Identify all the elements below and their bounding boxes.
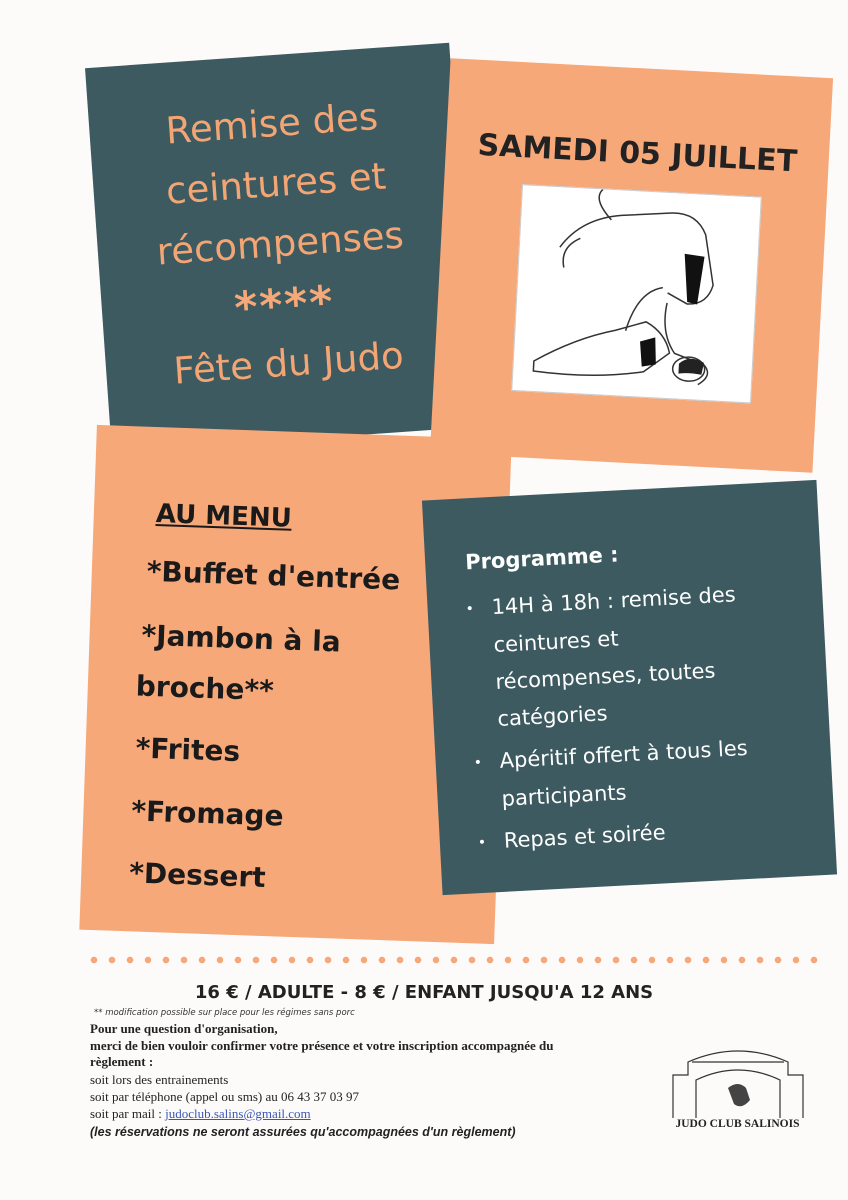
diet-note: ** modification possible sur place pour les régimes sans porc xyxy=(94,1008,355,1018)
org-line-2: merci de bien vouloir confirmer votre présence et votre inscription accompagnée du xyxy=(90,1038,554,1053)
menu-item: *Dessert xyxy=(128,856,267,895)
contact-phone: soit par téléphone (appel ou sms) au 06 43 37 03 97 xyxy=(90,1089,359,1104)
programme-item: • Repas et soirée xyxy=(477,807,809,862)
menu-item: *Buffet d'entrée xyxy=(146,554,401,597)
title-line-5: Fête du Judo xyxy=(172,333,405,393)
judokas-icon xyxy=(512,185,760,402)
club-logo-icon xyxy=(668,1040,808,1120)
menu-item: *Frites xyxy=(135,731,241,769)
programme-box xyxy=(422,480,837,895)
menu-heading: AU MENU xyxy=(155,499,293,534)
price-line: 16 € / ADULTE - 8 € / ENFANT JUSQU'A 12 ANS xyxy=(194,982,654,1003)
event-date: SAMEDI 05 JUILLET xyxy=(476,127,798,180)
title-line-1: Remise des xyxy=(164,94,380,153)
contact-training: soit lors des entrainements xyxy=(90,1072,229,1087)
bullet-icon: • xyxy=(465,600,475,617)
dotted-divider xyxy=(85,955,820,965)
org-line-3: règlement : xyxy=(90,1054,154,1069)
menu-item: *Fromage xyxy=(130,794,285,833)
title-stars: **** xyxy=(232,276,337,335)
programme-item: • Apéritif offert à tous les participants xyxy=(473,735,749,811)
date-box xyxy=(430,58,833,473)
reservation-note: (les réservations ne seront assurées qu'accompagnées d'un règlement) xyxy=(90,1125,516,1139)
judo-illustration xyxy=(511,184,762,403)
bullet-icon: • xyxy=(473,754,483,771)
club-name: JUDO CLUB SALINOIS xyxy=(675,1118,800,1130)
menu-item: *Jambon à la xyxy=(141,618,342,659)
contact-mail: soit par mail : judoclub.salins@gmail.com xyxy=(90,1106,311,1121)
email-link[interactable]: judoclub.salins@gmail.com xyxy=(165,1106,311,1121)
title-line-3: récompenses xyxy=(155,213,406,274)
menu-item: broche** xyxy=(135,669,275,708)
programme-item: • 14H à 18h : remise des ceintures et récompenses, toutes catégories xyxy=(465,582,737,731)
bullet-icon: • xyxy=(477,834,487,851)
programme-heading: Programme : xyxy=(464,542,620,575)
title-box xyxy=(85,43,476,453)
org-line-1: Pour une question d'organisation, xyxy=(90,1021,278,1036)
title-line-2: ceintures et xyxy=(164,154,388,213)
